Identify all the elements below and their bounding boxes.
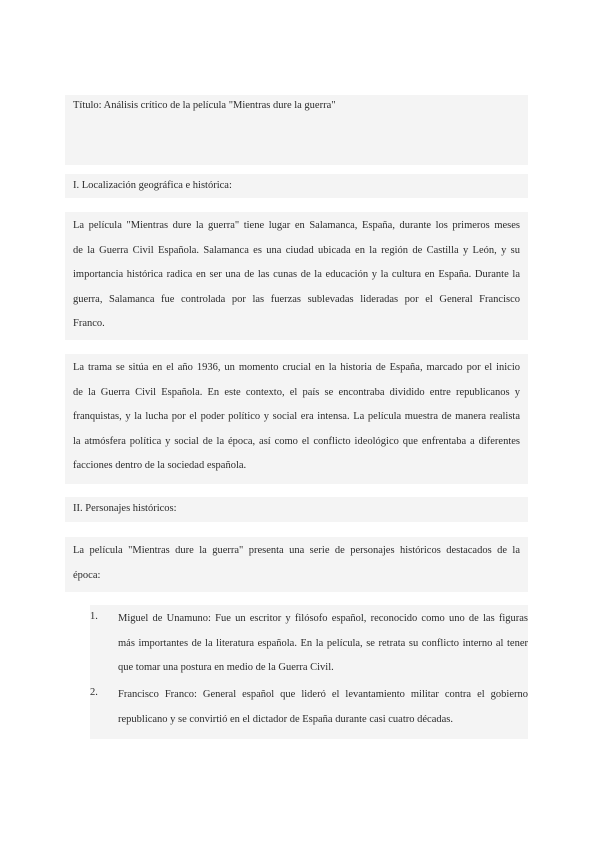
paragraph-2	[65, 354, 528, 484]
paragraph-line: la atmósfera política y social de la época, así como el conflicto ideológico que enfrentaba a diferentes	[73, 435, 520, 447]
document-title: Título: Análisis crítico de la película "Mientras dure la guerra"	[73, 100, 336, 111]
list-item-number: 2.	[90, 687, 98, 698]
document-title-block	[65, 95, 528, 165]
paragraph-1	[65, 212, 528, 340]
paragraph-line: de la Guerra Civil Española. Salamanca es una ciudad ubicada en la región de Castilla y León, y su	[73, 244, 520, 256]
section-heading-2-text: II. Personajes históricos:	[73, 503, 177, 514]
list-item-line: más importantes de la literatura española. En la película, se retrata su conflicto interno al tener	[118, 637, 528, 649]
section-heading-1	[65, 174, 528, 198]
list-item-number: 1.	[90, 611, 98, 622]
list-item-line: Francisco Franco: General español que lideró el levantamiento militar contra el gobierno	[118, 689, 528, 700]
paragraph-line: franquistas, y la lucha por el poder político y social era intensa. La película muestra de manera realista	[73, 411, 520, 422]
list-item-body	[118, 607, 528, 681]
section-heading-1-text: I. Localización geográfica e histórica:	[73, 180, 232, 191]
list-item-line: republicano y se convirtió en el dictador de España durante casi cuatro décadas.	[118, 713, 453, 725]
paragraph-3	[65, 537, 528, 592]
list-item-body	[118, 683, 528, 732]
paragraph-line: importancia histórica radica en ser una de las cunas de la educación y la cultura en España. Durante la	[73, 269, 520, 280]
paragraph-line: La película "Mientras dure la guerra" presenta una serie de personajes históricos destacados de la	[73, 545, 520, 556]
paragraph-line: facciones dentro de la sociedad española.	[73, 460, 247, 471]
paragraph-line: La película "Mientras dure la guerra" tiene lugar en Salamanca, España, durante los primeros meses	[73, 220, 520, 231]
paragraph-line: Franco.	[73, 318, 105, 329]
paragraph-line: de la Guerra Civil Española. En este contexto, el país se encontraba dividido entre republicanos y	[73, 386, 520, 398]
section-heading-2	[65, 497, 528, 522]
list-item	[90, 681, 528, 739]
list-item-line: Miguel de Unamuno: Fue un escritor y filósofo español, reconocido como uno de las figuras	[118, 613, 528, 624]
list-item	[90, 605, 528, 681]
paragraph-line: guerra, Salamanca fue controlada por las fuerzas sublevadas lideradas por el General Francisco	[73, 293, 520, 305]
list-item-line: que tomar una postura en medio de la Guerra Civil.	[118, 662, 334, 673]
paragraph-line: La trama se sitúa en el año 1936, un momento crucial en la historia de España, marcado por el inicio	[73, 362, 520, 373]
paragraph-line: época:	[73, 569, 101, 581]
